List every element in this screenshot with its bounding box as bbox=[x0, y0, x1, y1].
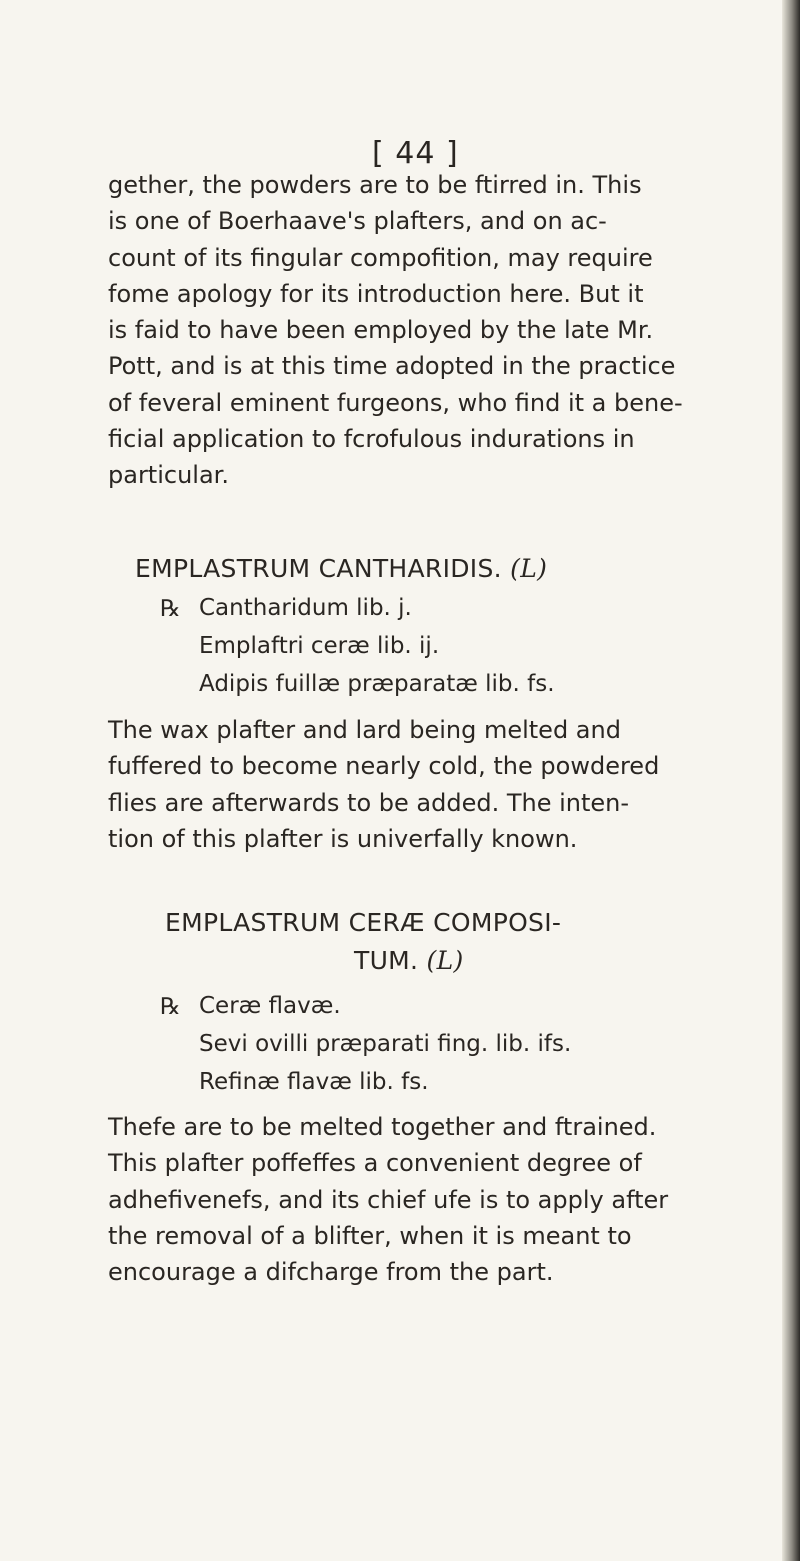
recipe-line: Refinæ flavæ lib. fs. bbox=[199, 1069, 429, 1095]
recipe-line: Ceræ flavæ. bbox=[199, 993, 341, 1019]
text-line: tion of this plafter is univerfally known. bbox=[108, 824, 578, 853]
text-line: Pott, and is at this time adopted in the practice bbox=[108, 352, 676, 381]
text-line: count of its fingular compofition, may require bbox=[108, 243, 653, 272]
text-line: is one of Boerhaave's plafters, and on ac- bbox=[108, 207, 607, 236]
text-line: This plafter poffeffes a convenient degree of bbox=[108, 1149, 642, 1178]
paragraph-wax-plaster bbox=[108, 712, 794, 857]
text-line: the removal of a blifter, when it is meant to bbox=[108, 1221, 632, 1250]
text-line: The wax plafter and lard being melted and bbox=[108, 716, 621, 744]
heading-mark: (L) bbox=[510, 554, 548, 583]
page-number: [ 44 ] bbox=[372, 136, 459, 171]
recipe-line: Emplaftri ceræ lib. ij. bbox=[199, 633, 440, 659]
text-line: gether, the powders are to be ftirred in. This bbox=[108, 171, 642, 199]
text-line: fome apology for its introduction here. But it bbox=[108, 279, 644, 308]
text-line: is faid to have been employed by the late Mr. bbox=[108, 316, 654, 345]
heading-title: EMPLASTRUM CANTHARIDIS. bbox=[135, 554, 502, 583]
recipe-symbol: ℞ bbox=[160, 994, 181, 1020]
paragraph-melting bbox=[108, 1109, 794, 1290]
heading-emplastrum-cerae-line1: EMPLASTRUM CERÆ COMPOSI- bbox=[165, 908, 562, 937]
heading-mark: (L) bbox=[426, 946, 464, 975]
recipe-symbol: ℞ bbox=[160, 596, 181, 622]
heading-emplastrum-cerae-line2 bbox=[354, 946, 464, 975]
heading-emplastrum-cantharidis bbox=[135, 554, 547, 583]
heading-title: TUM. bbox=[354, 946, 419, 975]
recipe-line: Cantharidum lib. j. bbox=[199, 595, 412, 621]
text-line: particular. bbox=[108, 461, 229, 490]
text-line: of feveral eminent furgeons, who find it a bene- bbox=[108, 388, 683, 417]
text-line: ficial application to fcrofulous indurations in bbox=[108, 425, 635, 454]
text-line: fuffered to become nearly cold, the powdered bbox=[108, 752, 660, 781]
text-line: Thefe are to be melted together and ftrained. bbox=[108, 1113, 657, 1141]
text-line: flies are afterwards to be added. The inten- bbox=[108, 788, 630, 817]
recipe-line: Sevi ovilli præparati fing. lib. ifs. bbox=[199, 1031, 572, 1057]
recipe-line: Adipis fuillæ præparatæ lib. fs. bbox=[199, 671, 555, 697]
paragraph-boerhaave bbox=[108, 167, 794, 494]
text-line: encourage a difcharge from the part. bbox=[108, 1258, 554, 1287]
text-line: adhefivenefs, and its chief ufe is to apply after bbox=[108, 1185, 669, 1214]
